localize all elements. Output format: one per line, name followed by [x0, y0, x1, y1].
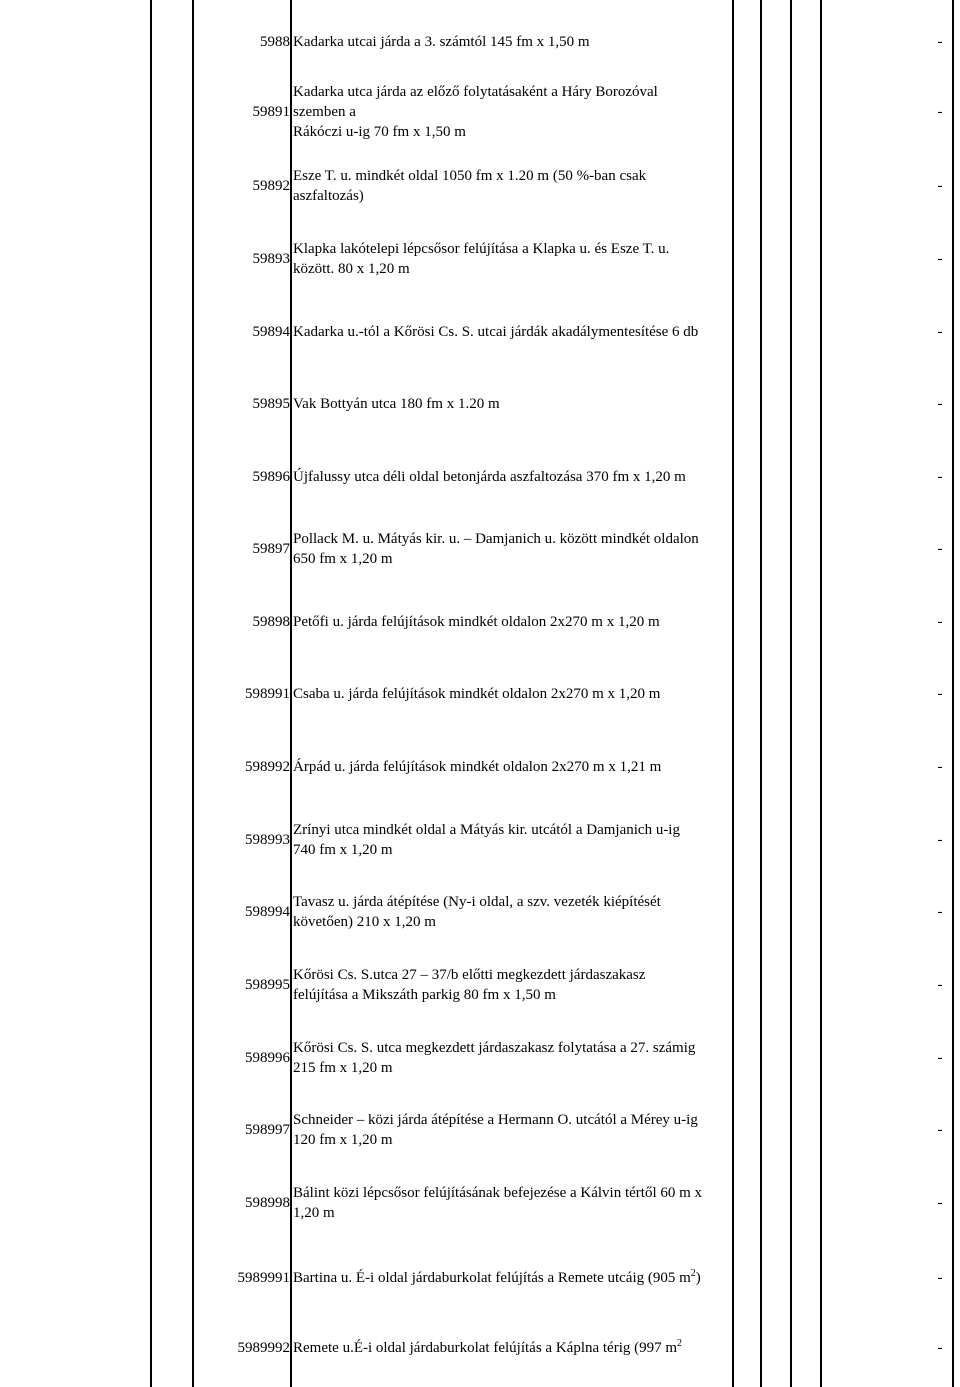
description-line: Zrínyi utca mindkét oldal a Mátyás kir. utcától a Damjanich u-ig: [293, 822, 680, 838]
table-row: [0, 820, 960, 860]
description-line: [293, 1338, 738, 1358]
row-description: [293, 166, 738, 206]
row-description: [293, 820, 738, 860]
description-line: Tavasz u. járda átépítése (Ny-i oldal, a szv. vezeték kiépítését: [293, 894, 661, 910]
description-line: Vak Bottyán utca 180 fm x 1.20 m: [293, 396, 500, 412]
description-line: [293, 1268, 738, 1288]
description-line: szemben a: [293, 104, 356, 120]
table-row: [0, 612, 960, 632]
row-value: -: [937, 832, 943, 848]
description-line: Bálint közi lépcsősor felújításának befejezése a Kálvin tértől 60 m x: [293, 1185, 703, 1201]
row-value: -: [937, 251, 943, 267]
row-code: 5988: [260, 34, 290, 50]
row-value: -: [937, 1340, 943, 1356]
table-row: [0, 322, 960, 342]
table-row: [0, 965, 960, 1005]
description-line: követően) 210 x 1,20 m: [293, 914, 436, 930]
row-code: 5989992: [237, 1340, 290, 1356]
description-line: Árpád u. járda felújítások mindkét oldalon 2x270 m x 1,21 m: [293, 759, 662, 775]
table-row: [0, 82, 960, 142]
table-row: [0, 757, 960, 777]
row-code: 598992: [245, 759, 290, 775]
row-description: [293, 1338, 738, 1358]
description-text: Remete u.É-i oldal járdaburkolat felújítás a Káplna térig (997 m: [293, 1340, 678, 1356]
row-code: 598993: [245, 832, 290, 848]
description-line: 1,20 m: [293, 1205, 335, 1221]
description-line: Schneider – közi járda átépítése a Hermann O. utcától a Mérey u-ig: [293, 1112, 698, 1128]
row-description: [293, 1268, 738, 1288]
row-description: [293, 1110, 738, 1150]
row-code: 598996: [245, 1050, 290, 1066]
row-description: [293, 467, 738, 487]
row-value: -: [937, 1122, 943, 1138]
row-description: [293, 529, 738, 569]
row-value: -: [937, 396, 943, 412]
table-row: [0, 467, 960, 487]
description-line: Kadarka u.-tól a Kőrösi Cs. S. utcai járdák akadálymentesítése 6 db: [293, 324, 699, 340]
description-line: felújítása a Mikszáth parkig 80 fm x 1,50 m: [293, 987, 556, 1003]
description-line: Kőrösi Cs. S.utca 27 – 37/b előtti megkezdett járdaszakasz: [293, 967, 646, 983]
table-row: [0, 394, 960, 414]
row-value: -: [937, 1270, 943, 1286]
row-value: -: [937, 1050, 943, 1066]
row-code: 59894: [252, 324, 290, 340]
table-row: [0, 1038, 960, 1078]
superscript: 2: [690, 1268, 696, 1279]
table-row: [0, 1338, 960, 1358]
description-text: ): [695, 1270, 701, 1286]
row-description: [293, 684, 738, 704]
row-description: [293, 1038, 738, 1078]
table-row: [0, 239, 960, 279]
row-code: 59893: [252, 251, 290, 267]
row-code: 59896: [252, 469, 290, 485]
superscript: 2: [677, 1338, 683, 1349]
description-line: között. 80 x 1,20 m: [293, 261, 410, 277]
row-description: [293, 965, 738, 1005]
row-description: [293, 394, 738, 414]
row-code: 59895: [252, 396, 290, 412]
row-value: -: [937, 904, 943, 920]
row-code: 59891: [252, 104, 290, 120]
row-code: 598991: [245, 686, 290, 702]
description-line: Kőrösi Cs. S. utca megkezdett járdaszakasz folytatása a 27. számig: [293, 1040, 696, 1056]
description-line: Újfalussy utca déli oldal betonjárda aszfaltozása 370 fm x 1,20 m: [293, 469, 686, 485]
row-description: [293, 239, 738, 279]
description-line: 120 fm x 1,20 m: [293, 1132, 393, 1148]
row-description: [293, 32, 738, 52]
description-text: Bartina u. É-i oldal járdaburkolat felújítás a Remete utcáig (905 m: [293, 1270, 691, 1286]
row-code: 598994: [245, 904, 290, 920]
row-value: -: [937, 34, 943, 50]
row-value: -: [937, 977, 943, 993]
description-line: 740 fm x 1,20 m: [293, 842, 393, 858]
table-row: [0, 1258, 960, 1298]
row-description: [293, 322, 738, 342]
row-value: -: [937, 1195, 943, 1211]
description-line: Esze T. u. mindkét oldal 1050 fm x 1.20 m (50 %-ban csak: [293, 168, 647, 184]
description-line: Petőfi u. járda felújítások mindkét oldalon 2x270 m x 1,20 m: [293, 614, 660, 630]
table-row: [0, 892, 960, 932]
row-value: -: [937, 759, 943, 775]
description-line: Kadarka utca járda az előző folytatásaként a Háry Borozóval: [293, 84, 658, 100]
row-code: 5989991: [237, 1270, 290, 1286]
table-row: [0, 1183, 960, 1223]
row-description: [293, 612, 738, 632]
row-code: 59898: [252, 614, 290, 630]
table-row: [0, 32, 960, 52]
row-code: 598997: [245, 1122, 290, 1138]
row-value: -: [937, 324, 943, 340]
table-row: [0, 166, 960, 206]
row-value: -: [937, 104, 943, 120]
description-line: Pollack M. u. Mátyás kir. u. – Damjanich u. között mindkét oldalon: [293, 531, 699, 547]
row-description: [293, 892, 738, 932]
row-value: -: [937, 614, 943, 630]
row-value: -: [937, 541, 943, 557]
table-row: [0, 684, 960, 704]
row-description: [293, 757, 738, 777]
row-description: [293, 1183, 738, 1223]
description-line: Klapka lakótelepi lépcsősor felújítása a Klapka u. és Esze T. u.: [293, 241, 670, 257]
row-value: -: [937, 178, 943, 194]
row-code: 59892: [252, 178, 290, 194]
row-description: [293, 82, 738, 142]
table-row: [0, 529, 960, 569]
description-line: aszfaltozás): [293, 188, 364, 204]
description-line: 650 fm x 1,20 m: [293, 551, 393, 567]
description-line: Kadarka utcai járda a 3. számtól 145 fm x 1,50 m: [293, 34, 590, 50]
row-value: -: [937, 686, 943, 702]
row-value: -: [937, 469, 943, 485]
description-line: 215 fm x 1,20 m: [293, 1060, 393, 1076]
row-code: 59897: [252, 541, 290, 557]
row-code: 598995: [245, 977, 290, 993]
description-line: Rákóczi u-ig 70 fm x 1,50 m: [293, 124, 466, 140]
table-row: [0, 1110, 960, 1150]
description-line: Csaba u. járda felújítások mindkét oldalon 2x270 m x 1,20 m: [293, 686, 661, 702]
row-code: 598998: [245, 1195, 290, 1211]
